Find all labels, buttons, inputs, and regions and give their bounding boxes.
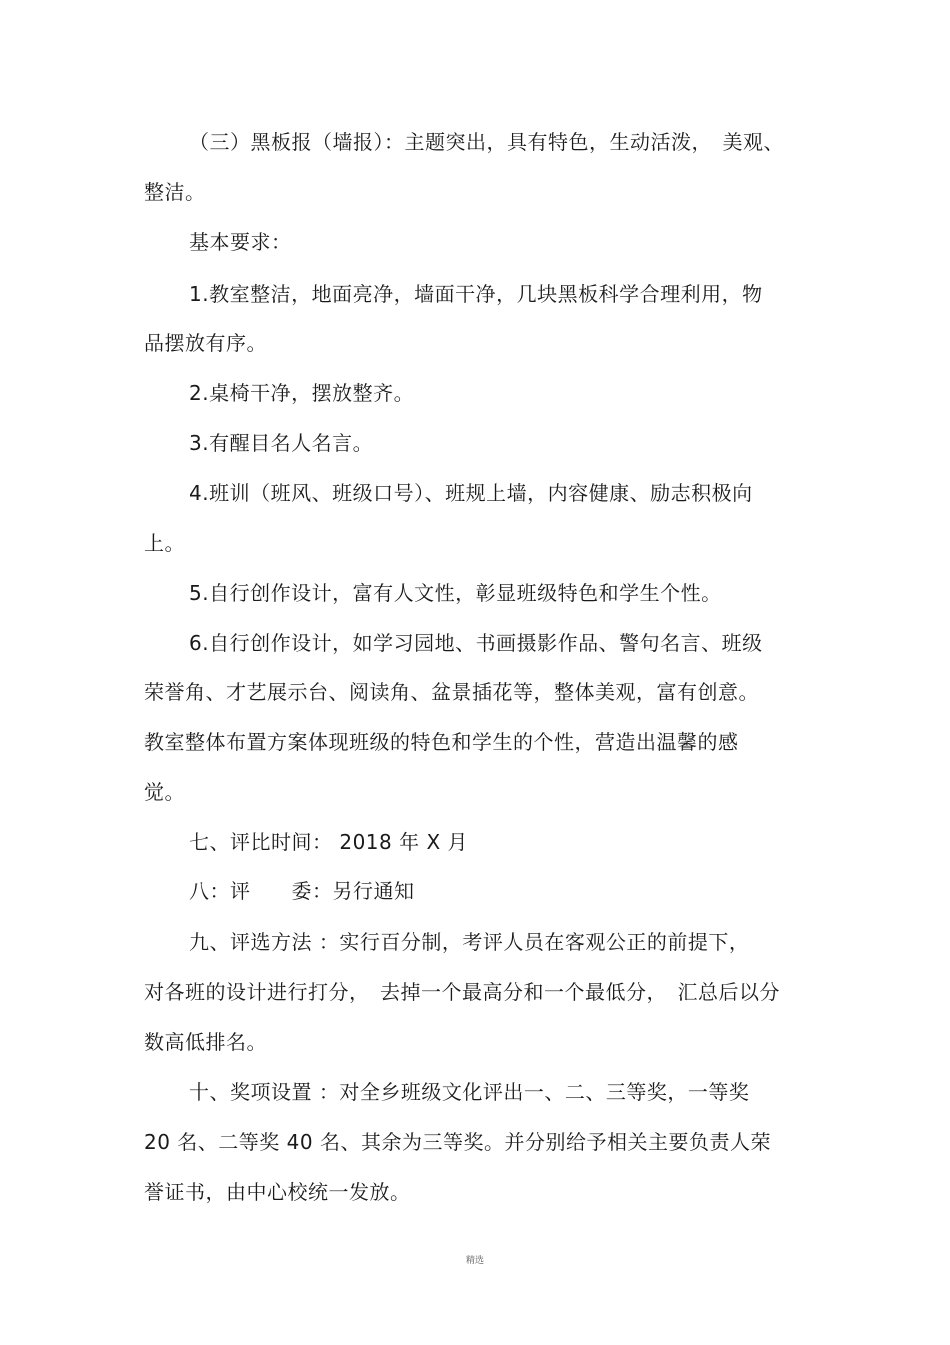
paragraph-blackboard-line-2: 整洁。 [144, 180, 206, 204]
requirement-2: 2.桌椅干净，摆放整齐。 [189, 381, 415, 405]
requirement-6-line-1: 6.自行创作设计，如学习园地、书画摄影作品、警句名言、班级 [189, 631, 763, 655]
paragraph-blackboard-line-1: （三）黑板报（墙报）：主题突出，具有特色，生动活泼， 美观、 [189, 130, 784, 154]
requirement-4-line-2: 上。 [144, 531, 185, 555]
section-10-awards-line-1: 十、奖项设置 ：对全乡班级文化评出一、二、三等奖，一等奖 [189, 1080, 750, 1104]
section-10-awards-line-2: 20 名、二等奖 40 名、其余为三等奖。并分别给予相关主要负责人荣 [144, 1130, 771, 1154]
section-9-method-line-3: 数高低排名。 [144, 1030, 267, 1054]
requirement-1-line-2: 品摆放有序。 [144, 331, 267, 355]
requirement-6-line-2: 荣誉角、才艺展示台、阅读角、盆景插花等，整体美观，富有创意。 [144, 680, 759, 704]
requirement-4-line-1: 4.班训（班风、班级口号）、班规上墙，内容健康、励志积极向 [189, 481, 753, 505]
requirement-1-line-1: 1.教室整洁，地面亮净，墙面干净，几块黑板科学合理利用，物 [189, 282, 763, 306]
section-10-awards-line-3: 誉证书，由中心校统一发放。 [144, 1180, 411, 1204]
basic-requirements-heading: 基本要求： [189, 230, 292, 254]
requirement-6-line-3: 教室整体布置方案体现班级的特色和学生的个性，营造出温馨的感 [144, 730, 739, 754]
section-8-judges: 八：评 委：另行通知 [189, 879, 415, 903]
section-7-evaluation-time: 七、评比时间： 2018 年 X 月 [189, 830, 469, 854]
section-9-method-line-2: 对各班的设计进行打分， 去掉一个最高分和一个最低分， 汇总后以分 [144, 980, 780, 1004]
section-9-method-line-1: 九、评选方法 ：实行百分制，考评人员在客观公正的前提下， [189, 930, 750, 954]
page-footer: 精选 [465, 1256, 484, 1266]
requirement-6-line-4: 觉。 [144, 780, 185, 804]
requirement-3: 3.有醒目名人名言。 [189, 431, 374, 455]
requirement-5: 5.自行创作设计，富有人文性，彰显班级特色和学生个性。 [189, 581, 722, 605]
